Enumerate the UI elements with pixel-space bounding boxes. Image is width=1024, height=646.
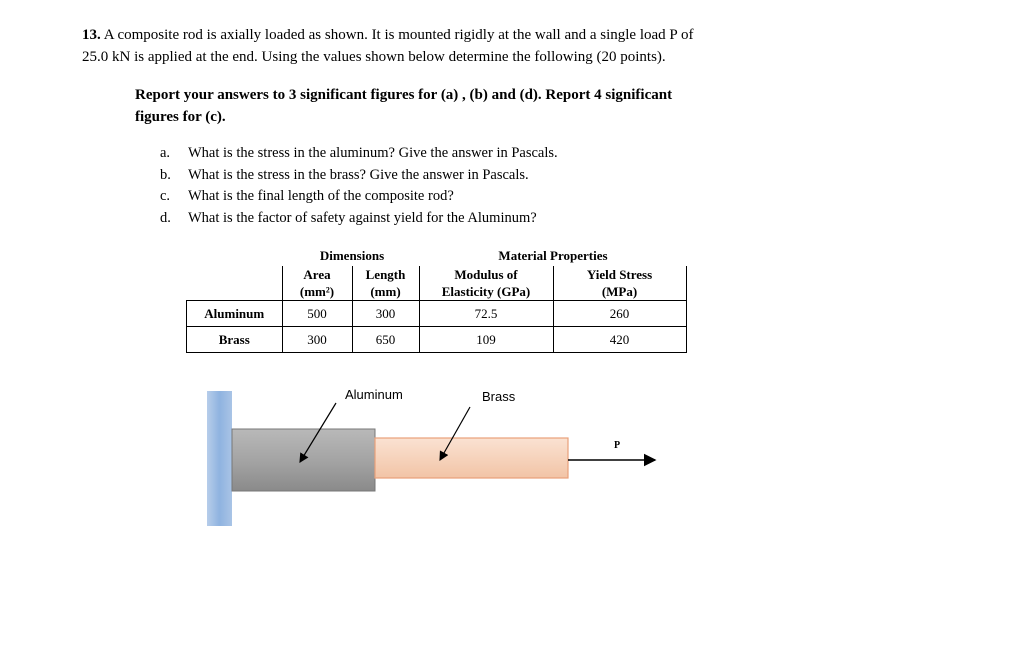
rod-diagram-svg	[200, 380, 670, 530]
question-d	[160, 208, 760, 230]
area-header-line2: (mm²)	[299, 284, 335, 299]
question-c	[160, 186, 760, 208]
question-b	[160, 165, 760, 187]
yield-value: 260	[553, 301, 686, 327]
area-value: 300	[282, 327, 352, 353]
material-name: Brass	[187, 327, 283, 353]
area-header	[282, 266, 352, 301]
yield-header-line2: (MPa)	[601, 284, 638, 299]
problem-text-2: 25.0 kN is applied at the end. Using the values shown below determine the following (20 points).	[82, 49, 666, 65]
length-header-line2: (mm)	[370, 284, 401, 299]
table-row	[187, 327, 687, 353]
question-text: What is the final length of the composite rod?	[188, 188, 454, 204]
modulus-header-line1: Modulus of	[454, 267, 518, 282]
question-label: d.	[160, 209, 171, 226]
question-label: c.	[160, 188, 171, 204]
length-value: 300	[352, 301, 419, 327]
properties-table	[186, 266, 687, 353]
material-properties-header: Material Properties	[498, 248, 608, 263]
problem-line-1	[82, 24, 802, 46]
aluminum-label: Aluminum	[345, 387, 403, 402]
question-label: b.	[160, 166, 171, 183]
aluminum-segment	[232, 429, 375, 491]
rod-diagram	[200, 380, 670, 535]
yield-header-line1: Yield Stress	[586, 267, 653, 282]
instructions-line-1: Report your answers to 3 significant figures for (a) , (b) and (d). Report 4 significant	[135, 87, 673, 103]
brass-segment	[375, 438, 568, 478]
modulus-header-line2: Elasticity (GPa)	[441, 284, 531, 299]
wall	[207, 391, 232, 526]
question-text: What is the stress in the aluminum? Give the answer in Pascals.	[188, 145, 558, 161]
load-label: P	[614, 440, 621, 451]
question-list	[160, 143, 760, 229]
instructions	[135, 84, 795, 128]
table-row	[187, 301, 687, 327]
modulus-header	[419, 266, 553, 301]
yield-header	[553, 266, 686, 301]
problem-number: 13.	[82, 27, 101, 43]
modulus-value: 72.5	[419, 301, 553, 327]
question-a	[160, 143, 760, 165]
question-text: What is the factor of safety against yield for the Aluminum?	[188, 209, 537, 226]
brass-label: Brass	[482, 389, 516, 404]
modulus-value: 109	[419, 327, 553, 353]
yield-value: 420	[553, 327, 686, 353]
length-header-line1: Length	[365, 267, 406, 282]
problem-statement	[82, 24, 802, 68]
table-header-row	[187, 266, 687, 301]
empty-header-cell	[187, 266, 283, 301]
question-text: What is the stress in the brass? Give the answer in Pascals.	[188, 166, 529, 183]
length-value: 650	[352, 327, 419, 353]
area-value: 500	[282, 301, 352, 327]
dimensions-header: Dimensions	[319, 248, 385, 263]
length-header	[352, 266, 419, 301]
area-header-line1: Area	[303, 267, 331, 282]
problem-text-1: A composite rod is axially loaded as shown. It is mounted rigidly at the wall and a single load P of	[103, 27, 694, 43]
question-label: a.	[160, 145, 171, 161]
material-name: Aluminum	[187, 301, 283, 327]
instructions-line-2: figures for (c).	[135, 109, 226, 125]
